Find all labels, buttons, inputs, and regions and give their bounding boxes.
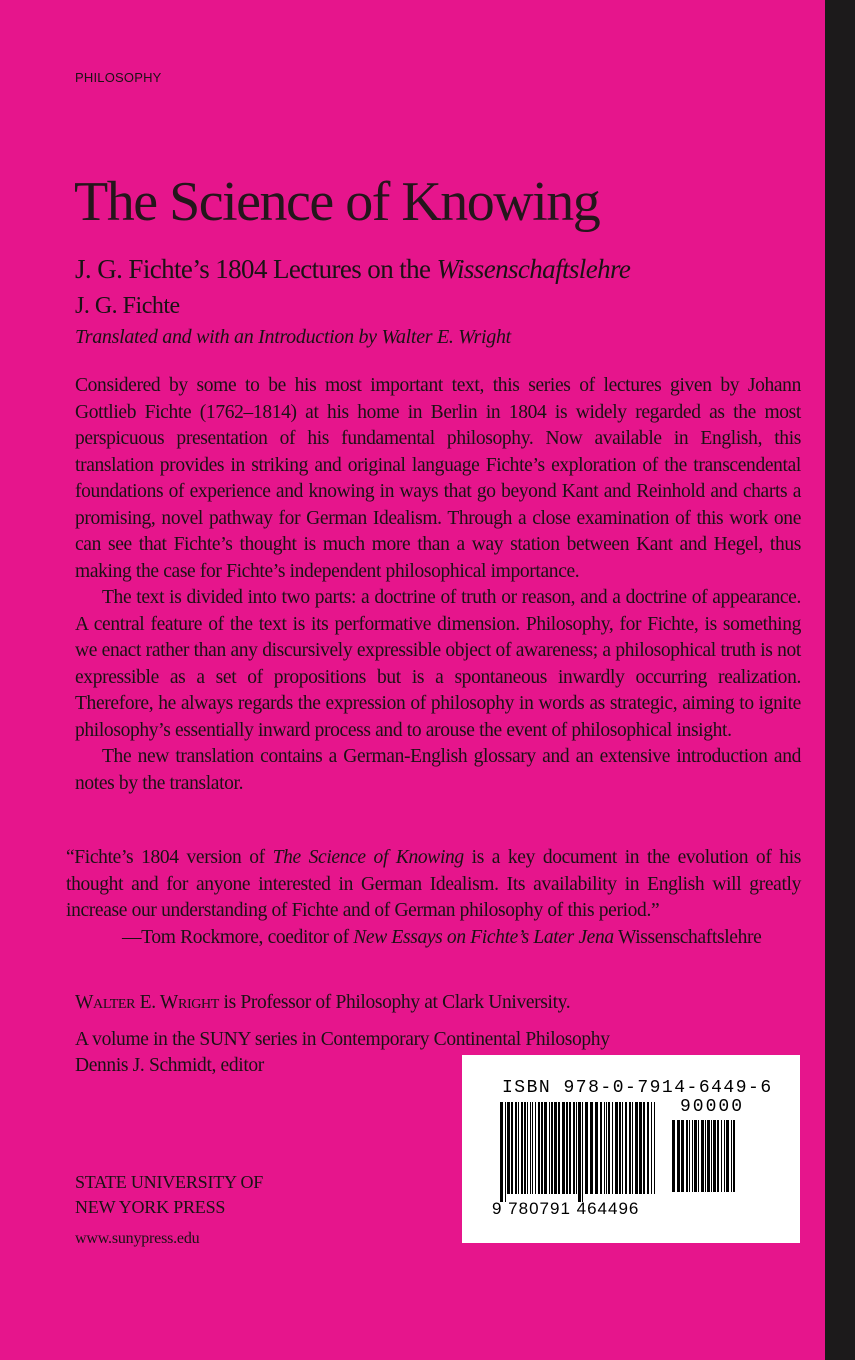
barcode-bar (541, 1102, 543, 1194)
barcode-bar (566, 1102, 568, 1194)
spine-edge (825, 0, 855, 1360)
quote-before: “Fichte’s 1804 version of (66, 847, 273, 868)
ean-digits: 9 780791 464496 (492, 1199, 640, 1218)
barcode-bar (600, 1102, 602, 1194)
barcode-bar (692, 1120, 693, 1192)
barcode-bar (629, 1102, 631, 1194)
category-label: PHILOSOPHY (75, 70, 162, 85)
quote-italic: The Science of Knowing (272, 847, 464, 868)
barcode-bar (573, 1102, 575, 1194)
barcode-bar (535, 1102, 536, 1194)
barcode-bar (694, 1120, 697, 1192)
book-subtitle (75, 256, 630, 283)
barcode-bar (538, 1102, 540, 1194)
barcode-bar (562, 1102, 565, 1194)
barcode-bar (643, 1102, 645, 1194)
barcode-bar (507, 1102, 510, 1194)
series-line: A volume in the SUNY series in Contemporary Continental Philosophy (75, 1029, 610, 1050)
publisher-name-line1: STATE UNIVERSITY OF (75, 1172, 264, 1192)
barcode-bar (733, 1120, 735, 1192)
barcode-bar (554, 1102, 557, 1194)
barcode-bar (521, 1102, 523, 1194)
barcode-bar (524, 1102, 526, 1194)
barcode-bar (686, 1120, 688, 1192)
barcode-bar (651, 1102, 652, 1194)
barcode-bar (578, 1102, 581, 1202)
barcode-bar (672, 1120, 675, 1192)
barcode-bar (500, 1102, 503, 1202)
description-paragraph: The text is divided into two parts: a doctrine of truth or reason, and a doctrine of appearance. A central feature of the text is its performative dimension. Philosophy, for Fichte, is something we enact rather than any discursively expressible object of awareness; a philosophical truth is not expressible as a set of propositions but is a spontaneous inwardly occurring realization. Therefore, he always regards the expression of philosophy in words as strategic, aiming to ignite philosophy’s essentially inward process and to arouse the event of philosophical insight. (75, 587, 801, 741)
attribution-suffix: Wissenschaftslehre (613, 926, 762, 948)
description (75, 373, 801, 797)
subtitle-italic: Wissenschaftslehre (436, 254, 631, 284)
barcode-bar (711, 1120, 712, 1192)
quote-attribution (66, 925, 801, 952)
bio-name: Walter E. Wright (75, 992, 219, 1013)
quote-after: is a key document in the evolution of his thought and for anyone interested in German Idealism. Its availability in English will greatly increase our understanding of Fichte and of German philosophy of this period.” (66, 847, 802, 921)
barcode-bar (544, 1102, 547, 1194)
barcode-bar (713, 1120, 716, 1192)
barcode-main-bars (500, 1102, 658, 1202)
barcode-bar (647, 1102, 649, 1194)
barcode-bar (582, 1102, 583, 1202)
bio-text: is Professor of Philosophy at Clark University. (219, 992, 571, 1013)
barcode-bar (515, 1102, 517, 1194)
barcode-bar (505, 1102, 506, 1202)
translator-line: Translated and with an Introduction by Walter E. Wright (75, 326, 511, 348)
attribution-prefix: —Tom Rockmore, coeditor of (122, 926, 354, 948)
price-code: 90000 (680, 1097, 745, 1117)
translator-bio (75, 990, 570, 1016)
barcode-bar (639, 1102, 642, 1194)
barcode-addon-bars (672, 1120, 738, 1200)
publisher-block (75, 1170, 263, 1251)
barcode-bar (724, 1120, 725, 1192)
barcode-bar (701, 1120, 704, 1192)
barcode-bar (576, 1102, 577, 1194)
barcode-bar (619, 1102, 621, 1194)
barcode-bar (612, 1102, 613, 1194)
barcode-bar (518, 1102, 519, 1194)
barcode-bar (527, 1102, 528, 1194)
barcode-bar (689, 1120, 690, 1192)
barcode-bar (698, 1120, 699, 1192)
barcode-bar (726, 1120, 729, 1192)
barcode-bar (654, 1102, 655, 1194)
barcode-bar (595, 1102, 598, 1194)
barcode-bar (569, 1102, 571, 1194)
series-editor: Dennis J. Schmidt, editor (75, 1055, 264, 1076)
barcode-panel (462, 1055, 800, 1243)
endorsement-quote (66, 845, 801, 951)
barcode-bar (731, 1120, 732, 1192)
barcode-bar (558, 1102, 560, 1194)
isbn-text: ISBN 978-0-7914-6449-6 (502, 1078, 773, 1098)
barcode-bar (717, 1120, 719, 1192)
barcode-bar (625, 1102, 627, 1194)
barcode-bar (721, 1120, 722, 1192)
barcode-bar (549, 1102, 550, 1194)
barcode-bar (677, 1120, 680, 1192)
barcode-bar (532, 1102, 533, 1194)
barcode-bar (530, 1102, 531, 1194)
barcode-bar (511, 1102, 513, 1194)
description-paragraph: Considered by some to be his most important text, this series of lectures given by Johann Gottlieb Fichte (1762–1814) at his home in Berlin in 1804 is widely regarded as the most perspicuous presentation of his fundamental philosophy. Now available in English, this translation provides in striking and original language Fichte’s exploration of the transcendental foundations of experience and knowing in ways that go beyond Kant and Reinhold and charts a promising, novel pathway for German Idealism. Through a close examination of this work one can see that Fichte’s thought is much more than a way station between Kant and Hegel, thus making the case for Fichte’s independent philosophical importance. (75, 375, 801, 582)
subtitle-prefix: J. G. Fichte’s 1804 Lectures on the (75, 254, 437, 284)
barcode-bar (604, 1102, 605, 1194)
barcode-bar (551, 1102, 553, 1194)
barcode-bar (606, 1102, 607, 1194)
book-author: J. G. Fichte (75, 293, 180, 319)
barcode-bar (585, 1102, 588, 1194)
attribution-italic: New Essays on Fichte’s Later Jena (353, 926, 614, 948)
barcode-bar (632, 1102, 633, 1194)
barcode-bar (622, 1102, 623, 1194)
barcode-bar (707, 1120, 710, 1192)
book-title: The Science of Knowing (74, 171, 600, 233)
barcode-bar (608, 1102, 610, 1194)
barcode-bar (635, 1102, 638, 1194)
barcode-bar (590, 1102, 593, 1194)
barcode-bar (681, 1120, 684, 1192)
barcode-bar (705, 1120, 706, 1192)
quote-text (66, 845, 801, 925)
description-paragraph: The new translation contains a German-English glossary and an extensive introduction and notes by the translator. (75, 746, 801, 794)
publisher-url: www.sunypress.edu (75, 1230, 200, 1247)
barcode-bar (615, 1102, 618, 1194)
publisher-name-line2: NEW YORK PRESS (75, 1197, 226, 1217)
